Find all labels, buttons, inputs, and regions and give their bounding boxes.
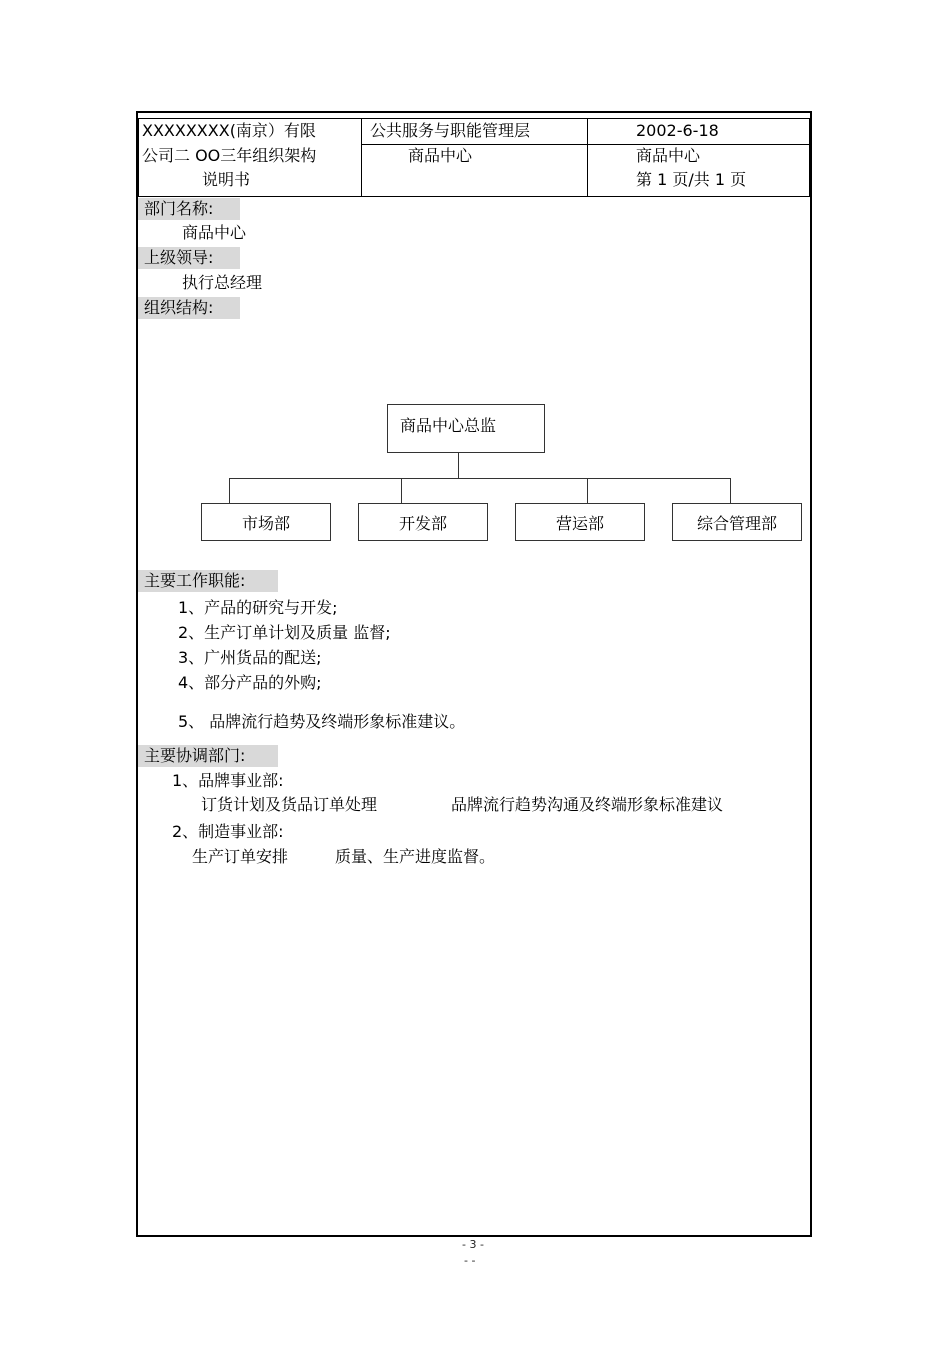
coord-dept1-item1: 订货计划及货品订单处理: [201, 795, 378, 814]
org-connector-bar: [229, 478, 731, 479]
duties-label: 主要工作职能:: [138, 570, 278, 592]
org-child-development: 开发部: [358, 503, 488, 541]
company-name-line3: 说明书: [202, 170, 251, 189]
page-info: 第 1 页/共 1 页: [636, 170, 747, 189]
header-right-rule: [809, 118, 810, 196]
org-structure-label: 组织结构:: [138, 297, 240, 319]
org-connector-3: [587, 478, 588, 503]
footer-dashes: - -: [464, 1254, 476, 1267]
duty-item: 1、产品的研究与开发;: [178, 598, 338, 617]
coord-dept2-item2: 质量、生产进度监督。: [335, 847, 496, 866]
leader-value: 执行总经理: [182, 273, 263, 292]
duty-item: 2、生产订单计划及质量 监督;: [178, 623, 391, 642]
header-top-rule: [136, 118, 812, 119]
document-date: 2002-6-18: [636, 121, 719, 140]
org-connector-top: [458, 453, 459, 478]
header-bottom-rule: [136, 196, 812, 197]
coord-dept1-item2: 品牌流行趋势沟通及终端形象标准建议: [451, 795, 724, 814]
coord-dept2-title: 2、制造事业部:: [172, 822, 284, 841]
page-number: - 3 -: [462, 1238, 484, 1251]
dept-name-value: 商品中心: [182, 223, 247, 242]
duty-item: 4、部分产品的外购;: [178, 673, 322, 692]
leader-label: 上级领导:: [138, 247, 240, 269]
coord-dept2-item1: 生产订单安排: [192, 847, 289, 866]
duty-item: 5、 品牌流行趋势及终端形象标准建议。: [178, 712, 466, 731]
coord-dept1-title: 1、品牌事业部:: [172, 771, 284, 790]
header-department-right: 商品中心: [636, 146, 701, 165]
company-name-line2: 公司二 OO三年组织架构: [142, 146, 317, 165]
coordination-label: 主要协调部门:: [138, 745, 278, 767]
header-left-rule: [138, 118, 139, 196]
company-name-line1: XXXXXXXX(南京）有限: [142, 121, 316, 140]
management-level: 公共服务与职能管理层: [370, 121, 531, 140]
header-col-divider-2: [587, 118, 588, 196]
dept-name-label: 部门名称:: [138, 198, 240, 220]
org-connector-4: [730, 478, 731, 503]
org-connector-1: [229, 478, 230, 503]
duty-item: 3、广州货品的配送;: [178, 648, 322, 667]
org-child-admin: 综合管理部: [672, 503, 802, 541]
org-child-operations: 营运部: [515, 503, 645, 541]
header-department-mid: 商品中心: [408, 146, 473, 165]
org-child-market: 市场部: [201, 503, 331, 541]
org-connector-2: [401, 478, 402, 503]
org-top-box: 商品中心总监: [387, 404, 545, 453]
header-col-divider-1: [361, 118, 362, 196]
